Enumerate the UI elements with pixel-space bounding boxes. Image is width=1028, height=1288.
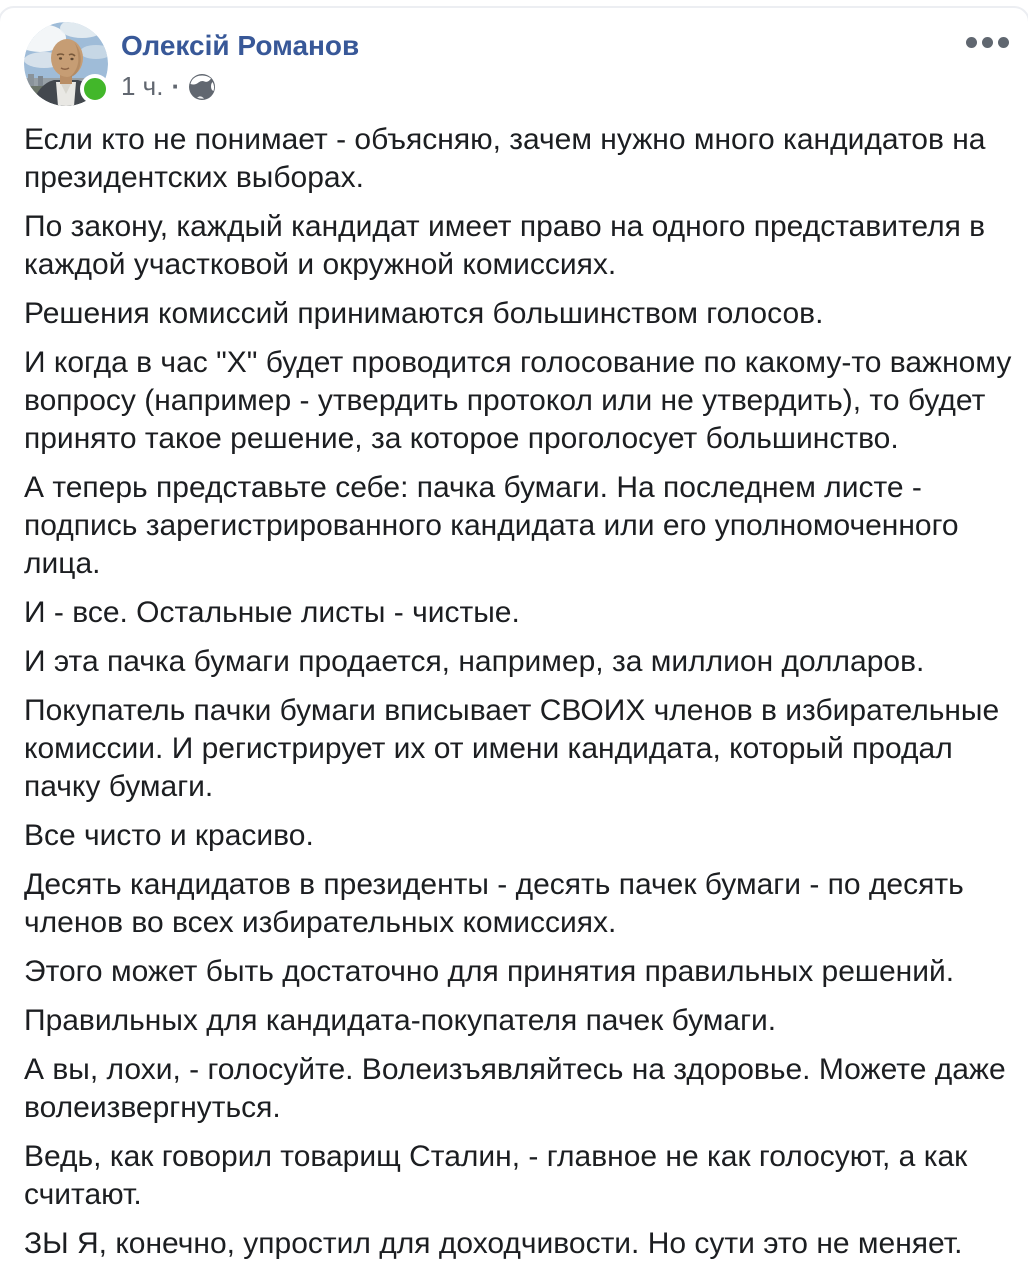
- online-status-dot: [80, 74, 110, 104]
- post-paragraph: Решения комиссий принимаются большинством голосов.: [24, 297, 824, 330]
- ellipsis-icon: [966, 37, 977, 48]
- more-options-button[interactable]: [962, 33, 1013, 52]
- post-paragraph: И - все. Остальные листы - чистые.: [24, 596, 520, 629]
- post-paragraph: Правильных для кандидата-покупателя пачек бумаги.: [24, 1004, 777, 1037]
- author-name-link[interactable]: Олексій Романов: [121, 30, 360, 61]
- post-paragraph: А теперь представьте себе: пачка бумаги. На последнем листе - подпись зарегистрированного кандидата или его уполномоченного лица.: [24, 471, 959, 580]
- ellipsis-icon: [998, 37, 1009, 48]
- post-paragraph: Этого может быть достаточно для принятия правильных решений.: [24, 955, 955, 988]
- post-timestamp[interactable]: 1 ч.: [121, 71, 164, 101]
- post-paragraph: Если кто не понимает - объясняю, зачем нужно много кандидатов на президентских выборах.: [24, 123, 986, 194]
- post-meta: [121, 70, 216, 102]
- meta-separator: ·: [171, 71, 181, 101]
- post-paragraph: А вы, лохи, - голосуйте. Волеизъявляйтесь на здоровье. Можете даже волеизвергнуться.: [24, 1053, 1006, 1124]
- post-paragraph: Все чисто и красиво.: [24, 819, 314, 852]
- post-paragraph: ЗЫ Я, конечно, упростил для доходчивости. Но сути это не меняет.: [24, 1227, 963, 1260]
- post-body: [24, 121, 1024, 1263]
- post-paragraph: Покупатель пачки бумаги вписывает СВОИХ членов в избирательные комиссии. И регистрирует их от имени кандидата, который продал пачку бумаги.: [24, 694, 1000, 803]
- post-paragraph: Десять кандидатов в президенты - десять пачек бумаги - по десять членов во всех избирательных комиссиях.: [24, 868, 964, 939]
- post-paragraph: И когда в час "X" будет проводится голосование по какому-то важному вопросу (например - утвердить протокол или не утвердить), то будет принято такое решение, за которое проголосует большинство.: [24, 346, 1012, 455]
- post-paragraph: По закону, каждый кандидат имеет право на одного представителя в каждой участковой и окружной комиссиях.: [24, 210, 986, 281]
- post-paragraph: Ведь, как говорил товарищ Сталин, - главное не как голосуют, а как считают.: [24, 1140, 968, 1211]
- post-paragraph: И эта пачка бумаги продается, например, за миллион долларов.: [24, 645, 925, 678]
- ellipsis-icon: [982, 37, 993, 48]
- globe-icon: [188, 73, 216, 101]
